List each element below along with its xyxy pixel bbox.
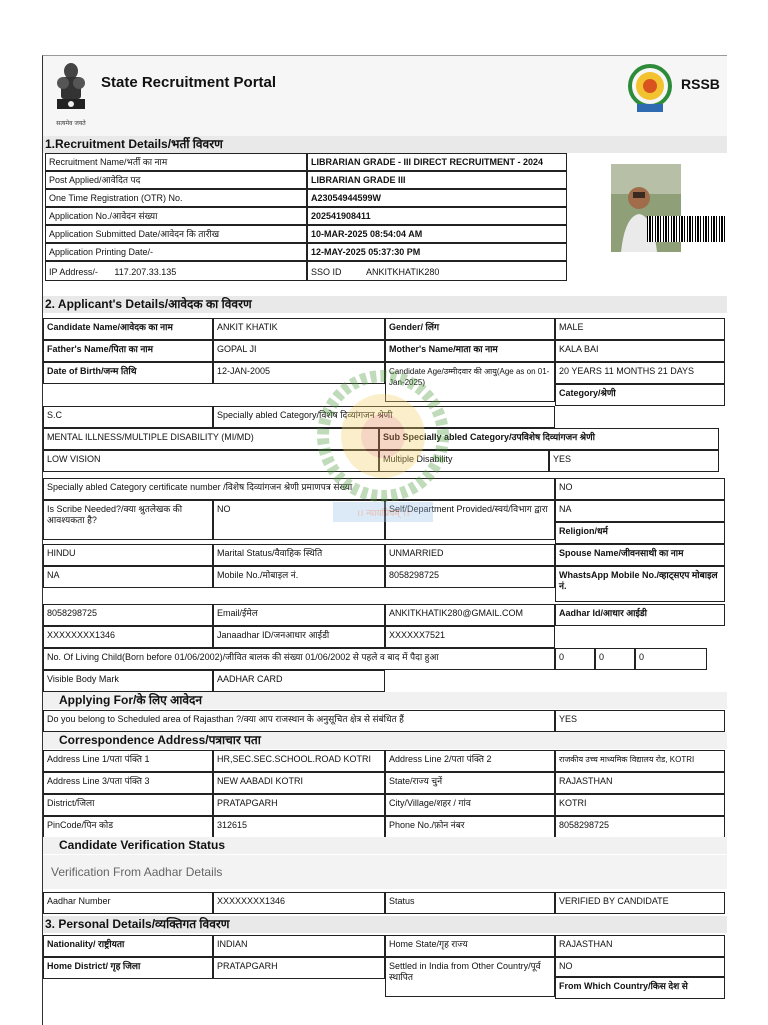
recruitment-name-label: Recruitment Name/भर्ती का नाम xyxy=(45,153,307,171)
post-applied-value: LIBRARIAN GRADE III xyxy=(307,171,567,189)
sub-specially-abled-label: Sub Specially abled Category/उपविशेष दिव्यांगजन श्रेणी xyxy=(379,428,719,450)
submitted-date-label: Application Submitted Date/आवेदन कि तारीख xyxy=(45,225,307,243)
body-mark-value: AADHAR CARD xyxy=(213,670,385,692)
spouse-name-value: NA xyxy=(43,566,213,588)
living-child-value-3: 0 xyxy=(635,648,707,670)
spouse-name-label: Spouse Name/जीवनसाथी का नाम xyxy=(555,544,725,566)
scribe-needed-value: NO xyxy=(213,500,385,540)
section-recruitment-title: 1.Recruitment Details/भर्ती विवरण xyxy=(43,136,727,153)
sso-id-cell xyxy=(307,261,567,281)
barcode xyxy=(647,216,727,242)
home-state-label: Home State/गृह राज्य xyxy=(385,935,555,957)
printing-date-label: Application Printing Date/- xyxy=(45,243,307,261)
aadhar-number-label: Aadhar Number xyxy=(43,892,213,914)
living-child-value-1: 0 xyxy=(555,648,595,670)
age-label: Candidate Age/उम्मीदवार की आयु(Age as on 01-Jan-2025) xyxy=(385,362,555,402)
aadhar-id-value: XXXXXXXX1346 xyxy=(43,626,213,648)
living-child-value-2: 0 xyxy=(595,648,635,670)
father-name-value: GOPAL JI xyxy=(213,340,385,362)
application-no-label: Application No./आवेदन संख्या xyxy=(45,207,307,225)
address-line3-label: Address Line 3/पता पंक्ति 3 xyxy=(43,772,213,794)
mobile-label: Mobile No./मोबाइल नं. xyxy=(213,566,385,588)
portal-header xyxy=(43,56,727,136)
aadhar-number-value: XXXXXXXX1346 xyxy=(213,892,385,914)
verification-title: Candidate Verification Status xyxy=(43,837,727,854)
application-no-value: 202541908411 xyxy=(307,207,567,225)
home-state-value: RAJASTHAN xyxy=(555,935,725,957)
category-label: Category/श्रेणी xyxy=(555,384,725,406)
address-line3-value: NEW AABADI KOTRI xyxy=(213,772,385,794)
aadhar-id-label: Aadhar Id/आधार आईडी xyxy=(555,604,725,626)
ip-address-cell xyxy=(45,261,307,281)
status-value: VERIFIED BY CANDIDATE xyxy=(555,892,725,914)
otr-value: A23054944599W xyxy=(307,189,567,207)
specially-abled-category-label: Specially abled Category/विशेष दिव्यांगजन श्रेणी xyxy=(213,406,555,428)
rssb-logo-icon xyxy=(627,60,673,116)
home-district-value: PRATAPGARH xyxy=(213,957,385,979)
candidate-name-value: ANKIT KHATIK xyxy=(213,318,385,340)
ip-address-value: 117.207.33.135 xyxy=(114,267,177,277)
settled-label: Settled in India from Other Country/पूर्व स्थापित xyxy=(385,957,555,997)
email-value: ANKITKHATIK280@GMAIL.COM xyxy=(385,604,555,626)
dob-value: 12-JAN-2005 xyxy=(213,362,385,384)
body-mark-label: Visible Body Mark xyxy=(43,670,213,692)
watermark-motto: ।। न्यायप्रियम् ।। xyxy=(356,509,410,519)
scheduled-area-value: YES xyxy=(555,710,725,732)
email-label: Email/ईमेल xyxy=(213,604,385,626)
category-value: S.C xyxy=(43,406,213,428)
self-department-value: NA xyxy=(555,500,725,522)
sso-id-label: SSO ID xyxy=(311,267,342,277)
multiple-disability-value: YES xyxy=(549,450,719,472)
submitted-date-value: 10-MAR-2025 08:54:04 AM xyxy=(307,225,567,243)
rssb-brand: RSSB xyxy=(681,76,720,92)
certificate-number-value: NO xyxy=(555,478,725,500)
district-label: District/जिला xyxy=(43,794,213,816)
janaadhar-label: Janaadhar ID/जनआधार आईडी xyxy=(213,626,385,648)
state-label: State/राज्य चुनें xyxy=(385,772,555,794)
mother-name-value: KALA BAI xyxy=(555,340,725,362)
living-child-label: No. Of Living Child(Born before 01/06/2002)/जीवित बालक की संख्या 01/06/2002 से पहले व बाद में पैदा हुआ xyxy=(43,648,555,670)
applying-for-title: Applying For/के लिए आवेदन xyxy=(43,692,727,709)
religion-label: Religion/धर्म xyxy=(555,522,725,544)
self-department-label: Self/Department Provided/स्वयं/विभाग द्वारा xyxy=(385,500,555,540)
nationality-label: Nationality/ राष्ट्रीयता xyxy=(43,935,213,957)
nationality-value: INDIAN xyxy=(213,935,385,957)
post-applied-label: Post Applied/आवेदित पद xyxy=(45,171,307,189)
city-value: KOTRI xyxy=(555,794,725,816)
gender-value: MALE xyxy=(555,318,725,340)
gender-label: Gender/ लिंग xyxy=(385,318,555,340)
phone-value: 8058298725 xyxy=(555,816,725,838)
city-label: City/Village/शहर / गांव xyxy=(385,794,555,816)
mother-name-label: Mother's Name/माता का नाम xyxy=(385,340,555,362)
whatsapp-value: 8058298725 xyxy=(43,604,213,626)
section-applicant-title: 2. Applicant's Details/आवेदक का विवरण xyxy=(43,296,727,313)
pincode-value: 312615 xyxy=(213,816,385,838)
from-country-label: From Which Country/किस देश से xyxy=(555,977,725,999)
phone-label: Phone No./फ़ोन नंबर xyxy=(385,816,555,838)
age-value: 20 YEARS 11 MONTHS 21 DAYS xyxy=(555,362,725,384)
certificate-number-label: Specially abled Category certificate number /विशेष दिव्यांगजन श्रेणी प्रमाणपत्र संख्या xyxy=(43,478,555,500)
emblem-caption: सत्यमेव जयते xyxy=(56,120,86,127)
candidate-name-label: Candidate Name/आवेदक का नाम xyxy=(43,318,213,340)
printing-date-value: 12-MAY-2025 05:37:30 PM xyxy=(307,243,567,261)
section-personal-title: 3. Personal Details/व्यक्तिगत विवरण xyxy=(43,916,727,933)
address-line2-value: राजकीय उच्च माध्यमिक विद्यालय रोड, KOTRI xyxy=(555,750,725,772)
janaadhar-value: XXXXXX7521 xyxy=(385,626,555,648)
father-name-label: Father's Name/पिता का नाम xyxy=(43,340,213,362)
scribe-needed-label: Is Scribe Needed?/क्या श्रुतलेखक की आवश्यकता है? xyxy=(43,500,213,540)
district-value: PRATAPGARH xyxy=(213,794,385,816)
religion-value: HINDU xyxy=(43,544,213,566)
address-line1-value: HR,SEC.SEC.SCHOOL.ROAD KOTRI xyxy=(213,750,385,772)
specially-abled-category-value: MENTAL ILLNESS/MULTIPLE DISABILITY (MI/MD) xyxy=(43,428,379,450)
recruitment-name-value: LIBRARIAN GRADE - III DIRECT RECRUITMENT - 2024 xyxy=(307,153,567,171)
correspondence-title: Correspondence Address/पत्राचार पता xyxy=(43,732,727,749)
marital-status-label: Marital Status/वैवाहिक स्थिति xyxy=(213,544,385,566)
status-label: Status xyxy=(385,892,555,914)
whatsapp-label: WhastsApp Mobile No./व्हाट्सएप मोबाइल नं. xyxy=(555,566,725,602)
address-line2-label: Address Line 2/पता पंक्ति 2 xyxy=(385,750,555,772)
otr-label: One Time Registration (OTR) No. xyxy=(45,189,307,207)
application-form xyxy=(42,55,727,1025)
sso-id-value: ANKITKHATIK280 xyxy=(366,267,440,277)
portal-title: State Recruitment Portal xyxy=(101,74,277,91)
sub-specially-abled-value: LOW VISION xyxy=(43,450,379,472)
pincode-label: PinCode/पिन कोड xyxy=(43,816,213,838)
ip-address-label: IP Address/- xyxy=(49,267,98,277)
state-value: RAJASTHAN xyxy=(555,772,725,794)
dob-label: Date of Birth/जन्म तिथि xyxy=(43,362,213,384)
settled-value: NO xyxy=(555,957,725,977)
mobile-value: 8058298725 xyxy=(385,566,555,588)
home-district-label: Home District/ गृह जिला xyxy=(43,957,213,979)
national-emblem-icon xyxy=(51,61,91,131)
verification-subtitle: Verification From Aadhar Details xyxy=(43,855,727,889)
multiple-disability-label: Multiple Disability xyxy=(379,450,549,472)
marital-status-value: UNMARRIED xyxy=(385,544,555,566)
scheduled-area-label: Do you belong to Scheduled area of Rajasthan ?/क्या आप राजस्थान के अनुसूचित क्षेत्र से संबंधित हैं xyxy=(43,710,555,732)
address-line1-label: Address Line 1/पता पंक्ति 1 xyxy=(43,750,213,772)
